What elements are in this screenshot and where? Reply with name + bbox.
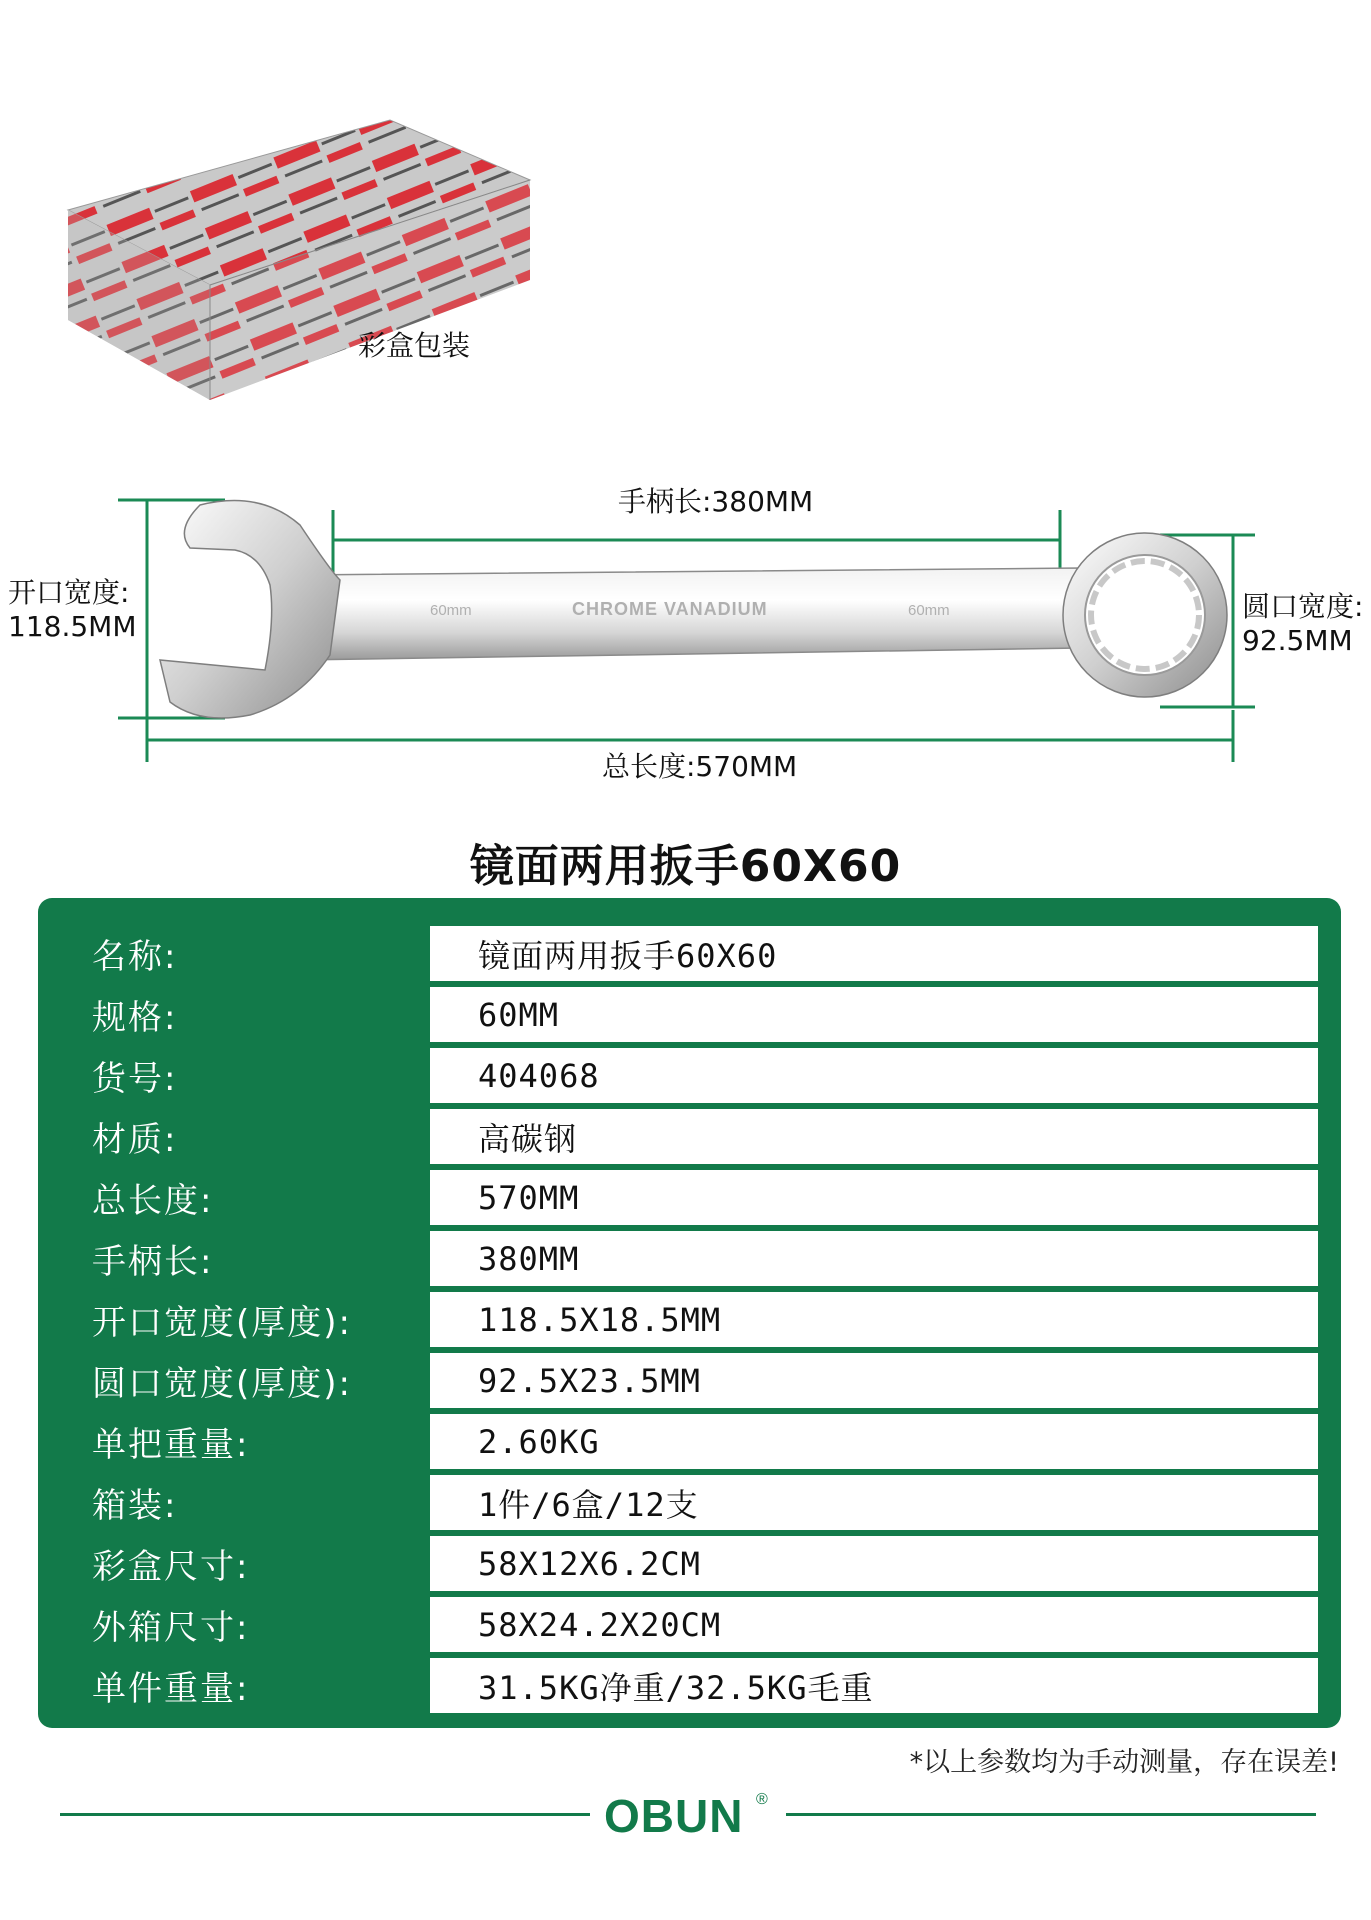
spec-value: 镜面两用扳手60X60 bbox=[430, 926, 1318, 981]
handle-length-label: 手柄长:380MM bbox=[618, 485, 814, 518]
footer-divider-left bbox=[60, 1813, 590, 1816]
brand-logo bbox=[598, 1782, 778, 1842]
spec-label: 外箱尺寸: bbox=[60, 1597, 430, 1652]
spec-label: 开口宽度(厚度): bbox=[60, 1292, 430, 1347]
spec-value: 404068 bbox=[430, 1048, 1318, 1103]
spec-value: 118.5X18.5MM bbox=[430, 1292, 1318, 1347]
spec-value: 2.60KG bbox=[430, 1414, 1318, 1469]
spec-value: 31.5KG净重/32.5KG毛重 bbox=[430, 1658, 1318, 1713]
spec-row bbox=[60, 1109, 1318, 1164]
spec-row bbox=[60, 926, 1318, 981]
spec-row bbox=[60, 987, 1318, 1042]
registered-mark: ® bbox=[756, 1791, 768, 1808]
ring-width-title: 圆口宽度: bbox=[1242, 590, 1364, 623]
spec-value: 380MM bbox=[430, 1231, 1318, 1286]
spec-value: 92.5X23.5MM bbox=[430, 1353, 1318, 1408]
ring-width-label bbox=[1242, 590, 1363, 657]
wrench-stamp-right: 60mm bbox=[908, 602, 950, 619]
ring-width-value: 92.5MM bbox=[1242, 623, 1353, 657]
spec-label: 总长度: bbox=[60, 1170, 430, 1225]
spec-row bbox=[60, 1658, 1318, 1713]
spec-value: 58X12X6.2CM bbox=[430, 1536, 1318, 1591]
package-caption: 彩盒包装 bbox=[358, 329, 471, 362]
open-width-label bbox=[8, 576, 136, 643]
spec-value: 高碳钢 bbox=[430, 1109, 1318, 1164]
spec-row bbox=[60, 1475, 1318, 1530]
product-title: 镜面两用扳手60X60 bbox=[469, 841, 902, 892]
spec-label: 规格: bbox=[60, 987, 430, 1042]
spec-label: 材质: bbox=[60, 1109, 430, 1164]
spec-table-panel bbox=[38, 898, 1341, 1728]
footer-divider-right bbox=[786, 1813, 1316, 1816]
spec-row bbox=[60, 1353, 1318, 1408]
spec-label: 手柄长: bbox=[60, 1231, 430, 1286]
total-length-label: 总长度:570MM bbox=[602, 750, 798, 783]
spec-table bbox=[60, 920, 1318, 1719]
open-width-value: 118.5MM bbox=[8, 609, 137, 643]
spec-row bbox=[60, 1231, 1318, 1286]
spec-label: 单件重量: bbox=[60, 1658, 430, 1713]
open-width-title: 开口宽度: bbox=[8, 576, 130, 609]
spec-label: 货号: bbox=[60, 1048, 430, 1103]
wrench-stamp-center: CHROME VANADIUM bbox=[572, 599, 768, 619]
spec-label: 圆口宽度(厚度): bbox=[60, 1353, 430, 1408]
spec-label: 单把重量: bbox=[60, 1414, 430, 1469]
brand-name: OBUN bbox=[604, 1790, 744, 1842]
wrench-stamp-left: 60mm bbox=[430, 602, 472, 619]
spec-value: 60MM bbox=[430, 987, 1318, 1042]
spec-label: 名称: bbox=[60, 926, 430, 981]
spec-row bbox=[60, 1170, 1318, 1225]
measurement-note: *以上参数均为手动测量，存在误差! bbox=[909, 1747, 1339, 1778]
spec-value: 570MM bbox=[430, 1170, 1318, 1225]
spec-label: 彩盒尺寸: bbox=[60, 1536, 430, 1591]
spec-label: 箱装: bbox=[60, 1475, 430, 1530]
spec-value: 1件/6盒/12支 bbox=[430, 1475, 1318, 1530]
spec-row bbox=[60, 1597, 1318, 1652]
spec-row bbox=[60, 1414, 1318, 1469]
package-box-image bbox=[60, 110, 540, 410]
spec-row bbox=[60, 1536, 1318, 1591]
spec-value: 58X24.2X20CM bbox=[430, 1597, 1318, 1652]
spec-row bbox=[60, 1048, 1318, 1103]
spec-row bbox=[60, 1292, 1318, 1347]
